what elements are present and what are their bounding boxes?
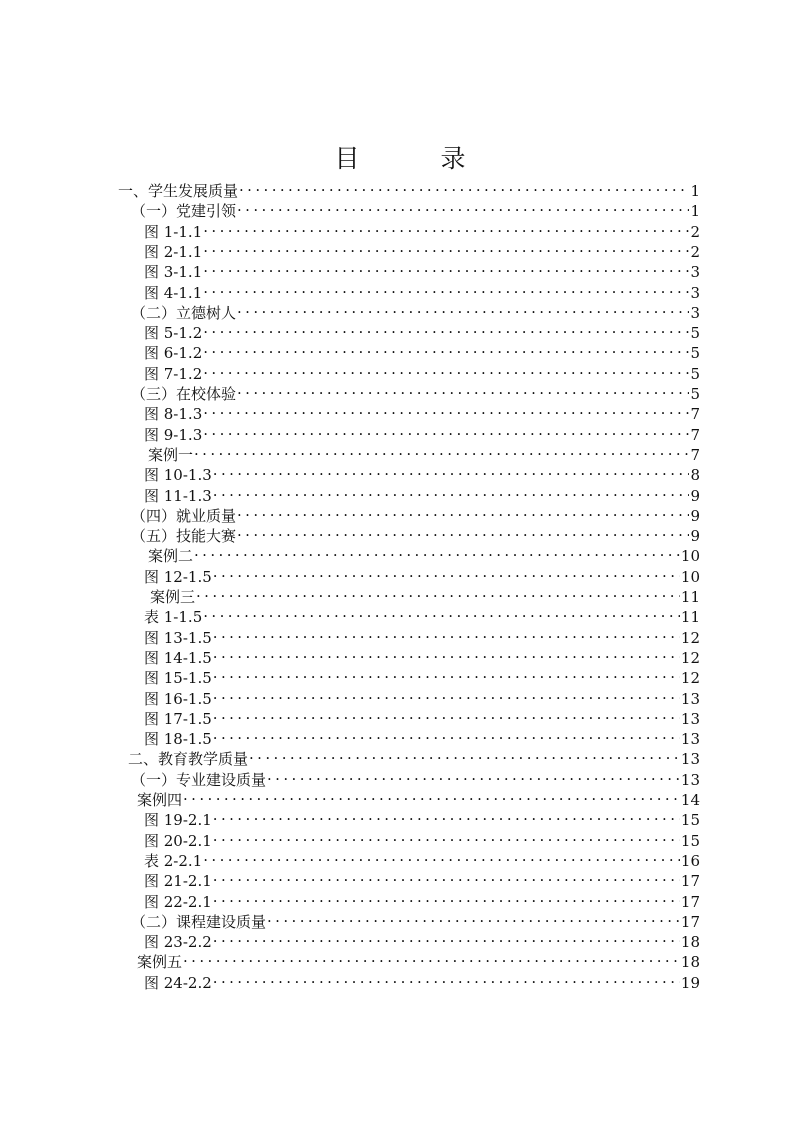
toc-entry-label: 图 20-2.1 — [144, 831, 212, 850]
toc-entry[interactable] — [144, 481, 700, 505]
toc-entry[interactable] — [131, 765, 700, 789]
toc-entry-page-number: 10 — [680, 567, 700, 586]
toc-entry-label: 图 6-1.2 — [144, 344, 203, 363]
toc-entry-page-number: 17 — [680, 892, 700, 911]
toc-leader-dots — [213, 805, 680, 825]
toc-entry-page-number: 18 — [680, 933, 700, 952]
toc-leader-dots — [213, 826, 680, 846]
toc-entry-label: 图 21-2.1 — [144, 872, 212, 891]
toc-entry-label: 图 13-1.5 — [144, 628, 212, 647]
toc-leader-dots — [267, 765, 680, 785]
toc-entry[interactable] — [144, 968, 700, 992]
toc-entry-label: （四）就业质量 — [131, 506, 237, 525]
toc-leader-dots — [213, 643, 680, 663]
toc-entry-page-number: 17 — [680, 872, 700, 891]
toc-entry-label: 图 7-1.2 — [144, 364, 203, 383]
toc-entry-page-number: 7 — [690, 425, 700, 444]
toc-entry-label: 一、学生发展质量 — [118, 182, 239, 200]
toc-entry[interactable] — [131, 521, 700, 546]
toc-entry[interactable] — [137, 947, 700, 972]
toc-entry-page-number: 13 — [680, 689, 700, 708]
toc-entry[interactable] — [144, 399, 700, 424]
toc-entry-page-number: 2 — [690, 222, 700, 241]
toc-title: 目 录 — [334, 144, 494, 173]
toc-entry-page-number: 11 — [680, 588, 700, 606]
toc-entry-page-number: 12 — [680, 669, 700, 688]
toc-entry-page-number: 1 — [690, 202, 700, 221]
toc-entry[interactable] — [137, 785, 700, 809]
toc-entry-label: 案例五 — [137, 953, 183, 972]
toc-entry[interactable] — [131, 196, 700, 221]
toc-leader-dots — [203, 602, 680, 622]
toc-leader-dots — [213, 663, 680, 683]
toc-entry-page-number: 2 — [690, 242, 700, 261]
toc-leader-dots — [213, 562, 680, 582]
toc-entry-label: （一）专业建设质量 — [131, 770, 267, 789]
toc-entry-label: 图 23-2.2 — [144, 933, 212, 952]
toc-entry-label: 图 19-2.1 — [144, 811, 212, 830]
toc-entry[interactable] — [150, 582, 700, 606]
toc-entry[interactable] — [131, 501, 700, 525]
toc-leader-dots — [239, 176, 689, 196]
toc-leader-dots — [213, 927, 680, 947]
toc-entry-label: 图 18-1.5 — [144, 730, 212, 749]
toc-entry-page-number: 7 — [690, 445, 700, 464]
toc-entry[interactable] — [144, 866, 700, 891]
toc-entry[interactable] — [144, 704, 700, 728]
toc-leader-dots — [213, 704, 680, 724]
toc-entry-page-number: 13 — [680, 730, 700, 749]
toc-entry-label: 图 5-1.2 — [144, 324, 203, 343]
toc-leader-dots — [203, 846, 680, 866]
toc-entry-page-number: 13 — [680, 770, 700, 789]
toc-entry-page-number: 12 — [680, 628, 700, 647]
toc-leader-dots — [194, 541, 680, 561]
toc-leader-dots — [196, 582, 680, 602]
toc-entry-label: 图 1-1.1 — [144, 222, 203, 241]
toc-leader-dots — [237, 379, 689, 399]
toc-entry-page-number: 13 — [680, 709, 700, 728]
toc-entry-label: 图 24-2.2 — [144, 973, 212, 992]
toc-leader-dots — [203, 278, 689, 298]
toc-entry-label: 案例四 — [137, 791, 183, 809]
toc-leader-dots — [213, 968, 680, 988]
toc-leader-dots — [183, 947, 680, 967]
toc-leader-dots — [183, 785, 680, 805]
toc-entry-label: 图 3-1.1 — [144, 263, 203, 282]
toc-entry[interactable] — [144, 602, 700, 627]
toc-entry[interactable] — [144, 663, 700, 688]
toc-entry[interactable] — [144, 460, 700, 485]
toc-entry-label: 图 17-1.5 — [144, 709, 212, 728]
toc-leader-dots — [213, 460, 690, 480]
toc-entry-page-number: 3 — [690, 303, 700, 322]
toc-leader-dots — [203, 237, 689, 257]
toc-leader-dots — [213, 481, 690, 501]
toc-entry-label: 图 12-1.5 — [144, 567, 212, 586]
toc-leader-dots — [203, 359, 689, 379]
toc-entry[interactable] — [144, 338, 700, 363]
toc-entry-label: （二）立德树人 — [131, 303, 237, 322]
toc-entry-label: 案例一 — [148, 445, 194, 464]
toc-entry[interactable] — [144, 562, 700, 586]
toc-entry-label: 图 14-1.5 — [144, 648, 212, 667]
toc-entry-label: 图 10-1.3 — [144, 466, 212, 485]
toc-entry-page-number: 5 — [690, 344, 700, 363]
toc-entry-page-number: 9 — [690, 486, 700, 505]
toc-entry-page-number: 5 — [690, 385, 700, 403]
toc-entry-label: 图 15-1.5 — [144, 669, 212, 688]
toc-entry-label: （一）党建引领 — [131, 202, 237, 221]
toc-entry-label: （三）在校体验 — [131, 385, 237, 403]
toc-leader-dots — [213, 866, 680, 886]
toc-entry-label: 图 22-2.1 — [144, 892, 212, 911]
toc-leader-dots — [203, 217, 689, 237]
toc-entry-label: 案例三 — [150, 588, 196, 606]
toc-leader-dots — [213, 623, 680, 643]
toc-entry-page-number: 16 — [680, 851, 700, 870]
toc-entry-page-number: 3 — [690, 263, 700, 282]
toc-leader-dots — [237, 521, 689, 541]
toc-entry-label: （五）技能大赛 — [131, 527, 237, 546]
toc-entry[interactable] — [144, 420, 700, 444]
toc-leader-dots — [203, 399, 689, 419]
toc-entry-page-number: 12 — [680, 648, 700, 667]
toc-entry[interactable] — [144, 684, 700, 708]
toc-leader-dots — [194, 440, 689, 460]
toc-entry[interactable] — [144, 257, 700, 282]
toc-entry-page-number: 5 — [690, 364, 700, 383]
toc-entry[interactable] — [144, 278, 700, 302]
toc-entry-page-number: 9 — [690, 527, 700, 546]
toc-entry-label: 案例二 — [148, 547, 194, 566]
toc-entry-label: 二、教育教学质量 — [128, 750, 249, 769]
toc-leader-dots — [249, 744, 680, 764]
toc-leader-dots — [213, 724, 680, 744]
toc-entry-page-number: 8 — [690, 466, 700, 485]
toc-entry-label: 图 16-1.5 — [144, 689, 212, 708]
toc-entry[interactable] — [144, 724, 700, 749]
toc-entry-page-number: 9 — [690, 506, 700, 525]
toc-entry[interactable] — [128, 744, 700, 769]
toc-entry-page-number: 17 — [680, 912, 700, 931]
toc-entry-label: 图 4-1.1 — [144, 283, 203, 302]
toc-entry-page-number: 5 — [690, 324, 700, 343]
toc-entry-page-number: 7 — [690, 405, 700, 424]
toc-leader-dots — [267, 907, 680, 927]
toc-entry[interactable] — [144, 237, 700, 261]
toc-entry-page-number: 3 — [690, 283, 700, 302]
toc-entry-page-number: 1 — [690, 182, 700, 200]
toc-leader-dots — [237, 298, 689, 318]
toc-entry[interactable] — [144, 359, 700, 383]
toc-leader-dots — [237, 501, 689, 521]
toc-entry[interactable] — [131, 907, 700, 931]
toc-entry-label: （二）课程建设质量 — [131, 912, 267, 931]
toc-leader-dots — [203, 420, 689, 440]
toc-entry[interactable] — [148, 541, 700, 566]
toc-entry[interactable] — [144, 643, 700, 667]
toc-entry[interactable] — [144, 217, 700, 241]
toc-leader-dots — [213, 887, 680, 907]
toc-entry-page-number: 14 — [680, 791, 700, 809]
toc-entry-page-number: 18 — [680, 953, 700, 972]
toc-entry[interactable] — [144, 623, 700, 647]
toc-entry-label: 图 8-1.3 — [144, 405, 203, 424]
toc-entry-page-number: 13 — [680, 750, 700, 769]
toc-entry-page-number: 15 — [680, 831, 700, 850]
toc-entry-label: 表 2-2.1 — [144, 851, 203, 870]
toc-leader-dots — [237, 196, 689, 216]
toc-entry-page-number: 19 — [680, 973, 700, 992]
toc-entry[interactable] — [148, 440, 700, 464]
toc-entry-page-number: 11 — [680, 608, 700, 627]
toc-entry[interactable] — [144, 927, 700, 952]
toc-leader-dots — [203, 257, 689, 277]
toc-entry[interactable] — [144, 805, 700, 830]
toc-entry[interactable] — [118, 176, 700, 200]
toc-entry[interactable] — [144, 318, 700, 343]
toc-entry-page-number: 15 — [680, 811, 700, 830]
toc-entry[interactable] — [131, 298, 700, 322]
toc-leader-dots — [203, 338, 689, 358]
toc-entry-label: 图 9-1.3 — [144, 425, 203, 444]
toc-entry[interactable] — [144, 826, 700, 850]
toc-entry-label: 图 11-1.3 — [144, 486, 212, 505]
toc-entry[interactable] — [144, 846, 700, 870]
toc-entry-page-number: 10 — [680, 547, 700, 566]
toc-entry[interactable] — [144, 887, 700, 911]
toc-leader-dots — [203, 318, 689, 338]
toc-entry-label: 图 2-1.1 — [144, 242, 203, 261]
toc-leader-dots — [213, 684, 680, 704]
toc-entry[interactable] — [131, 379, 700, 403]
toc-entry-label: 表 1-1.5 — [144, 608, 203, 627]
